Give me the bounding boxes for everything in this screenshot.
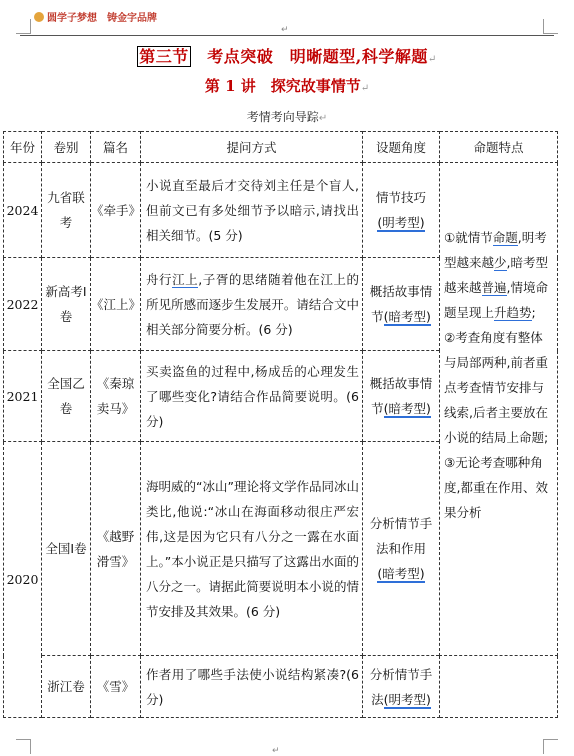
section-title: 第三节 考点突破 明晰题型,科学解题↵ xyxy=(139,47,437,66)
feature-text: ; xyxy=(531,305,536,320)
header-cell-paper: 卷别 xyxy=(42,132,91,163)
angle-text: 概括故事情节 xyxy=(369,284,433,324)
feature-underlined: 命题 xyxy=(492,230,518,245)
header-cell-feature: 命题特点 xyxy=(440,132,558,163)
header-cell-title: 篇名 xyxy=(91,132,141,163)
feature-cell xyxy=(440,163,558,656)
angle-text: 分析情节手法和作用 xyxy=(369,516,433,556)
angle-tag: (暗考型) xyxy=(383,309,431,324)
feature-underlined: 少 xyxy=(494,255,507,270)
table-caption-text: 考情考向导踪 xyxy=(246,110,319,124)
brand-logo-icon xyxy=(34,12,44,22)
question-underlined: 江上 xyxy=(172,271,199,287)
question-cell: 小说直至最后才交待刘主任是个盲人,但前文已有多处细节予以暗示,请找出相关细节。(5 分) xyxy=(141,163,363,258)
paper-cell: 全国乙卷 xyxy=(42,351,91,442)
work-title-cell: 《江上》 xyxy=(91,258,141,351)
feature-underlined: 普遍 xyxy=(481,280,507,295)
question-cell xyxy=(141,258,363,351)
paper-cell: 浙江卷 xyxy=(42,656,91,718)
angle-cell xyxy=(363,163,440,258)
feature-point-3: ③无论考查哪种角度,都重在作用、效果分析 xyxy=(444,455,548,520)
year-cell: 2020 xyxy=(4,442,42,718)
angle-cell xyxy=(363,351,440,442)
exam-analysis-table xyxy=(3,131,558,718)
page-header xyxy=(34,9,157,24)
angle-tag: (暗考型) xyxy=(377,566,425,581)
lecture-title: 第 1 讲 探究故事情节↵ xyxy=(204,77,370,95)
work-title-cell: 《秦琼卖马》 xyxy=(91,351,141,442)
feature-text: ,明考型越来越 xyxy=(444,230,547,270)
table-caption: 考情考向导踪↵ xyxy=(246,110,328,124)
work-title-cell: 《越野滑雪》 xyxy=(91,442,141,656)
angle-tag: (暗考型) xyxy=(383,401,431,416)
lecture-title-text: 第 1 讲 探究故事情节 xyxy=(204,77,361,95)
feature-cell-empty xyxy=(440,656,558,718)
feature-underlined: 升趋势 xyxy=(494,305,532,320)
paper-cell: 九省联考 xyxy=(42,163,91,258)
angle-cell xyxy=(363,258,440,351)
header-cell-question: 提问方式 xyxy=(141,132,363,163)
feature-text: ,情境命题呈现上 xyxy=(444,280,549,320)
header-rule xyxy=(20,35,554,36)
work-title-cell: 《牵手》 xyxy=(91,163,141,258)
year-cell: 2021 xyxy=(4,351,42,442)
angle-cell xyxy=(363,442,440,656)
question-text: 舟行 xyxy=(146,271,173,287)
feature-text: ①就情节 xyxy=(444,230,493,245)
header-slogan-right: 铸金字品牌 xyxy=(107,13,157,24)
paragraph-mark-icon: ↵ xyxy=(281,25,289,35)
section-number: 第三节 xyxy=(139,47,189,66)
header-cell-year: 年份 xyxy=(4,132,42,163)
year-cell: 2024 xyxy=(4,163,42,258)
table-header-row xyxy=(4,132,558,163)
year-cell: 2022 xyxy=(4,258,42,351)
crop-mark-top-right xyxy=(543,19,558,34)
header-cell-angle: 设题角度 xyxy=(363,132,440,163)
feature-text: ,暗考型越来越 xyxy=(444,255,549,295)
header-slogan-left: 圆学子梦想 xyxy=(47,13,97,24)
work-title-cell: 《雪》 xyxy=(91,656,141,718)
question-cell: 海明威的“冰山”理论将文学作品同冰山类比,他说:“冰山在海面移动很庄严宏伟,这是因为它只有八分之一露在水面上。”本小说正是只描写了这露出水面的八分之一。请据此简要说明本小说的情节安排及其效果。(6 分) xyxy=(141,442,363,656)
section-title-text: 考点突破 明晰题型,科学解题 xyxy=(190,47,428,66)
paragraph-mark-icon: ↵ xyxy=(272,746,280,756)
table-row xyxy=(4,656,558,718)
paper-cell: 新高考Ⅰ卷 xyxy=(42,258,91,351)
feature-point-2: ②考查角度有整体与局部两种,前者重点考查情节安排与线索,后者主要放在小说的结局上命题; xyxy=(444,330,549,445)
question-cell: 作者用了哪些手法使小说结构紧凑?(6 分) xyxy=(141,656,363,718)
angle-cell xyxy=(363,656,440,718)
angle-tag: (明考型) xyxy=(383,691,431,707)
angle-text: 分析情节手法 xyxy=(369,666,433,707)
question-cell: 买卖盗鱼的过程中,杨成岳的心理发生了哪些变化?请结合作品简要说明。(6 分) xyxy=(141,351,363,442)
angle-text: 概括故事情节 xyxy=(369,376,433,416)
angle-text: 情节技巧 xyxy=(375,190,426,205)
question-text: ,子胥的思绪随着他在江上的所见所感而逐步生发展开。请结合文中相关部分简要分析。(6 分) xyxy=(146,271,359,337)
table-row xyxy=(4,163,558,258)
crop-mark-bottom-right xyxy=(543,739,558,754)
crop-mark-top-left xyxy=(16,19,31,34)
paper-cell: 全国Ⅰ卷 xyxy=(42,442,91,656)
angle-tag: (明考型) xyxy=(377,215,425,230)
crop-mark-bottom-left xyxy=(16,739,31,754)
